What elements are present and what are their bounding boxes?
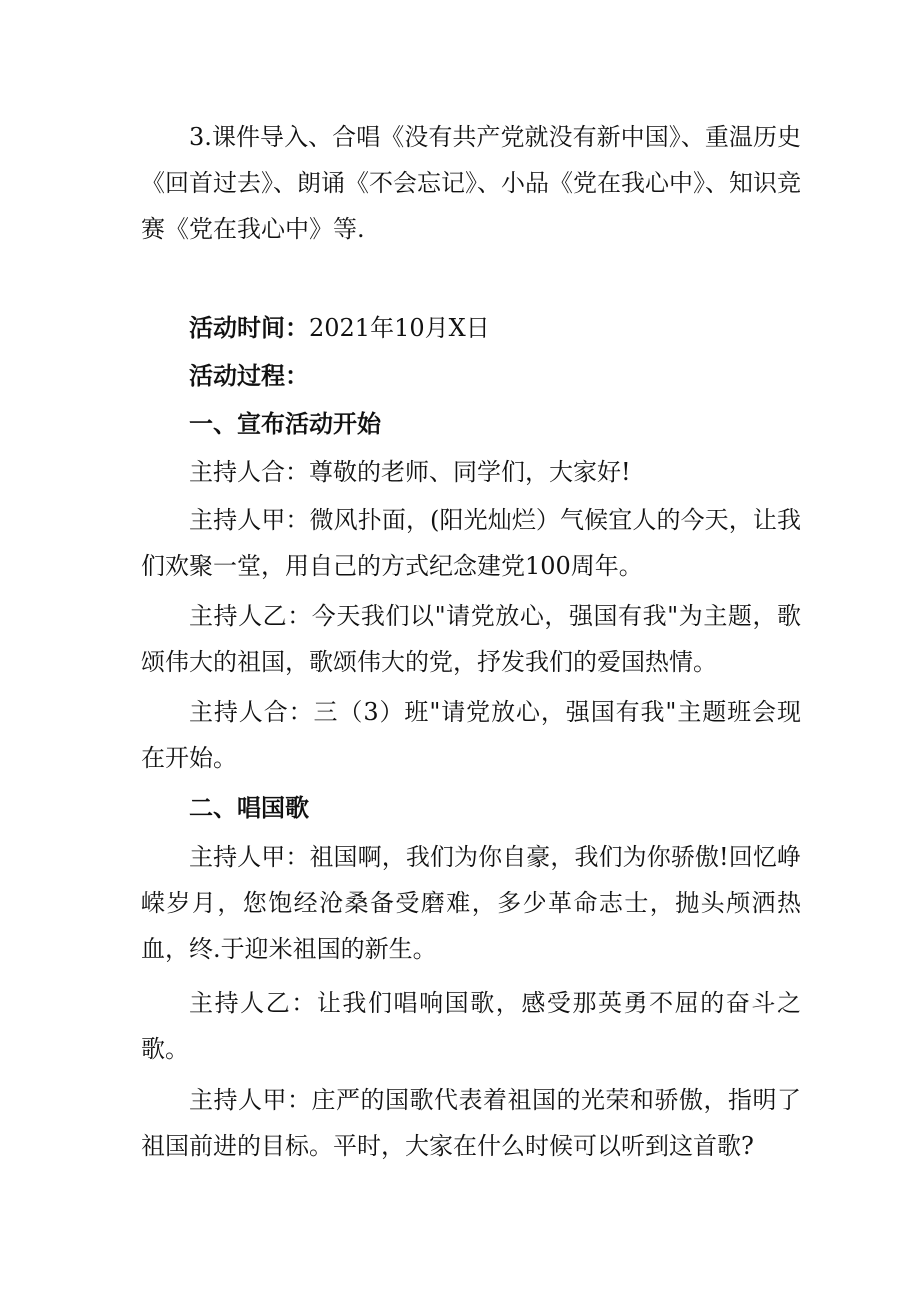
paragraph-7 xyxy=(141,980,801,1072)
activity-process-label: 活动过程： xyxy=(189,361,309,390)
paragraph-5 xyxy=(141,689,801,781)
paragraph-1-text: 3.课件导入、合唱《没有共产党就没有新中国》、重温历史 《回首过去》、朗诵《不会忘记》、小品《党在我心中》、知识竞赛《党在我心中》等. xyxy=(141,123,801,243)
paragraph-2: 主持人合：尊敬的老师、同学们，大家好! xyxy=(189,458,631,486)
paragraph-3-text: 主持人甲：微风扑面，(阳光灿烂）气候宜人的今天，让我们欢聚一堂，用自己的方式纪念建党100周年。 xyxy=(141,506,801,580)
activity-time-label: 活动时间： xyxy=(189,313,309,342)
section-heading-1: 一、宣布活动开始 xyxy=(189,409,381,438)
paragraph-4-text: 主持人乙：今天我们以"请党放心，强国有我"为主题，歌颂伟大的祖国，歌颂伟大的党，抒发我们的爱国热情。 xyxy=(141,602,801,676)
paragraph-6-text: 主持人甲：祖国啊，我们为你自豪，我们为你骄傲!回忆峥嵘岁月，您饱经沧桑备受磨难，多少革命志士，抛头颅洒热血，终.于迎米祖国的新生。 xyxy=(141,843,801,963)
paragraph-6 xyxy=(141,834,801,972)
section-heading-2: 二、唱国歌 xyxy=(189,793,309,822)
paragraph-3 xyxy=(141,497,801,589)
paragraph-8 xyxy=(141,1077,801,1169)
paragraph-8-text: 主持人甲：庄严的国歌代表着祖国的光荣和骄傲，指明了祖国前进的目标。平时，大家在什么时候可以听到这首歌? xyxy=(141,1086,801,1160)
activity-time-value: 2021年10月X日 xyxy=(309,314,490,342)
paragraph-4 xyxy=(141,593,801,685)
activity-time xyxy=(141,305,801,351)
paragraph-1 xyxy=(141,114,801,252)
paragraph-5-text: 主持人合：三（3）班"请党放心，强国有我"主题班会现在开始。 xyxy=(141,698,801,772)
paragraph-7-text: 主持人乙：让我们唱响国歌，感受那英勇不屈的奋斗之歌。 xyxy=(141,989,801,1063)
